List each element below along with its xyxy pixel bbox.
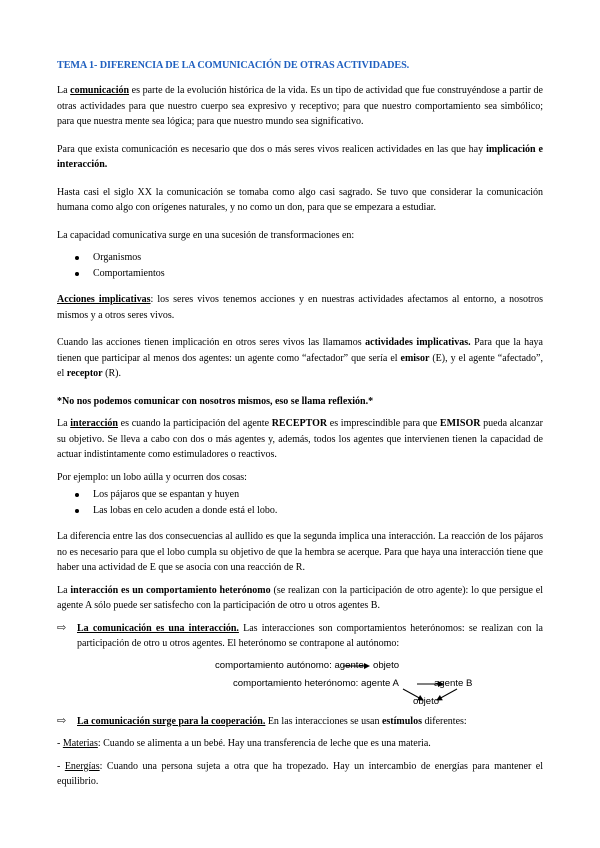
diagram-objeto-shared-label: objeto (413, 695, 440, 707)
list-item: Las lobas en celo acuden a donde está el lobo. (93, 503, 543, 519)
page-title: TEMA 1- DIFERENCIA DE LA COMUNICACIÓN DE OTRAS ACTIVIDADES. (57, 60, 410, 71)
list-consecuencias (57, 487, 543, 519)
paragraph-interaccion: La interacción es cuando la participación del agente RECEPTOR es imprescindible para que EMISOR pueda alcanzar su objetivo. Se lleva a cabo con dos o más agentes y, además, todos los agentes que intervienen tienen la capacidad de actuar indistintamente como estimuladores o reactivos. (57, 418, 544, 460)
right-arrow-icon: ⇨ (57, 621, 67, 634)
note-reflexion: *No nos podemos comunicar con nosotros mismos, eso se llama reflexión.* (57, 395, 374, 407)
term-materias: Materias (62, 738, 98, 749)
bold-implicacion: implicación e interacción. (57, 143, 543, 170)
paragraph-acciones-implicativas: Acciones implicativas: los seres vivos tenemos acciones y en nuestras actividades afectamos al entorno, a nosotros mismos y a otros seres vivos. (57, 294, 544, 321)
term-interaccion: interacción (70, 418, 118, 429)
paragraph-heteronomo: La interacción es un comportamiento heterónomo (se realizan con la participación de otro agente): lo que persigue el agente A sólo puede ser satisfecho con la participación de otro u otros agentes B. (57, 584, 544, 611)
right-arrow-icon: ⇨ (57, 714, 67, 727)
paragraph-materias: - Materias: Cuando se alimenta a un bebé. Hay una transferencia de leche que es una materia. (57, 738, 431, 749)
list-item: Los pájaros que se espantan y huyen (93, 487, 543, 503)
term-acciones-implicativas: Acciones implicativas (57, 294, 151, 305)
diagram-heteronomo-label: comportamiento heterónomo: agente A (233, 677, 399, 689)
arrow-agenteB-objeto (437, 689, 457, 700)
list-item: Comportamientos (93, 266, 543, 282)
list-transformaciones (57, 250, 543, 282)
paragraph-capacidad: La capacidad comunicativa surge en una sucesión de transformaciones en: (57, 229, 355, 241)
diagram-autonomo-label: comportamiento autónomo: agente (215, 659, 364, 671)
list-item: Organismos (93, 250, 543, 266)
paragraph-comunicacion: La comunicación es parte de la evolución histórica de la vida. Es un tipo de actividad que fue construyéndose a partir de otras actividades para que nuestro cuerpo sea expresivo y receptivo; para que nuestro comportamiento sea simbólico; para que nuestra mente sea lógica; para que nuestro mundo sea significativo. (57, 85, 543, 127)
point-interaccion: ⇨ La comunicación es una interacción. Las interacciones son comportamientos heterónomos: se realizan con la participación de otro u otros agentes. El heterónomo se contrapone al autónomo: (57, 621, 543, 652)
paragraph-actividades-implicativas: Cuando las acciones tienen implicación en otros seres vivos las llamamos actividades implicativas. Para que la haya tienen que participar al menos dos agentes: un agente como “afectador” que sería el emisor (E), y el agente “afectado”, el receptor (R). (57, 337, 543, 379)
term-energias: Energías (64, 760, 100, 772)
paragraph-historia: Hasta casi el siglo XX la comunicación se tomaba como algo casi sagrado. Se tuvo que considerar la comunicación humana como algo con orígenes naturales, y no como un don, para que se empezara a estudiar. (57, 186, 543, 213)
document-page (57, 60, 543, 790)
paragraph-ejemplo: Por ejemplo: un lobo aúlla y ocurren dos cosas: (57, 471, 247, 483)
paragraph-requisitos: Para que exista comunicación es necesario que dos o más seres vivos realicen actividades en las que hay implicación e interacción. (57, 143, 543, 170)
behavior-diagram (57, 656, 543, 708)
paragraph-energias: - Energías: Cuando una persona sujeta a otra que ha tropezado. Hay un intercambio de energías para mantener el equilibrio. (57, 760, 543, 787)
paragraph-diferencia: La diferencia entre las dos consecuencias al aullido es que la segunda implica una interacción. La reacción de los pájaros no es necesario para que el lobo cumpla su objetivo de que la hembra se acerque. Para que haya una interacción tiene que haber una actividad de E que se asocia con una reacción de R. (57, 531, 543, 573)
diagram-agente-b-label: agente B (434, 677, 473, 689)
term-comunicacion: comunicación (70, 85, 130, 96)
point-cooperacion: ⇨ La comunicación surge para la cooperación. En las interacciones se usan estímulos diferentes: (57, 714, 543, 730)
diagram-objeto-label: objeto (373, 659, 400, 671)
